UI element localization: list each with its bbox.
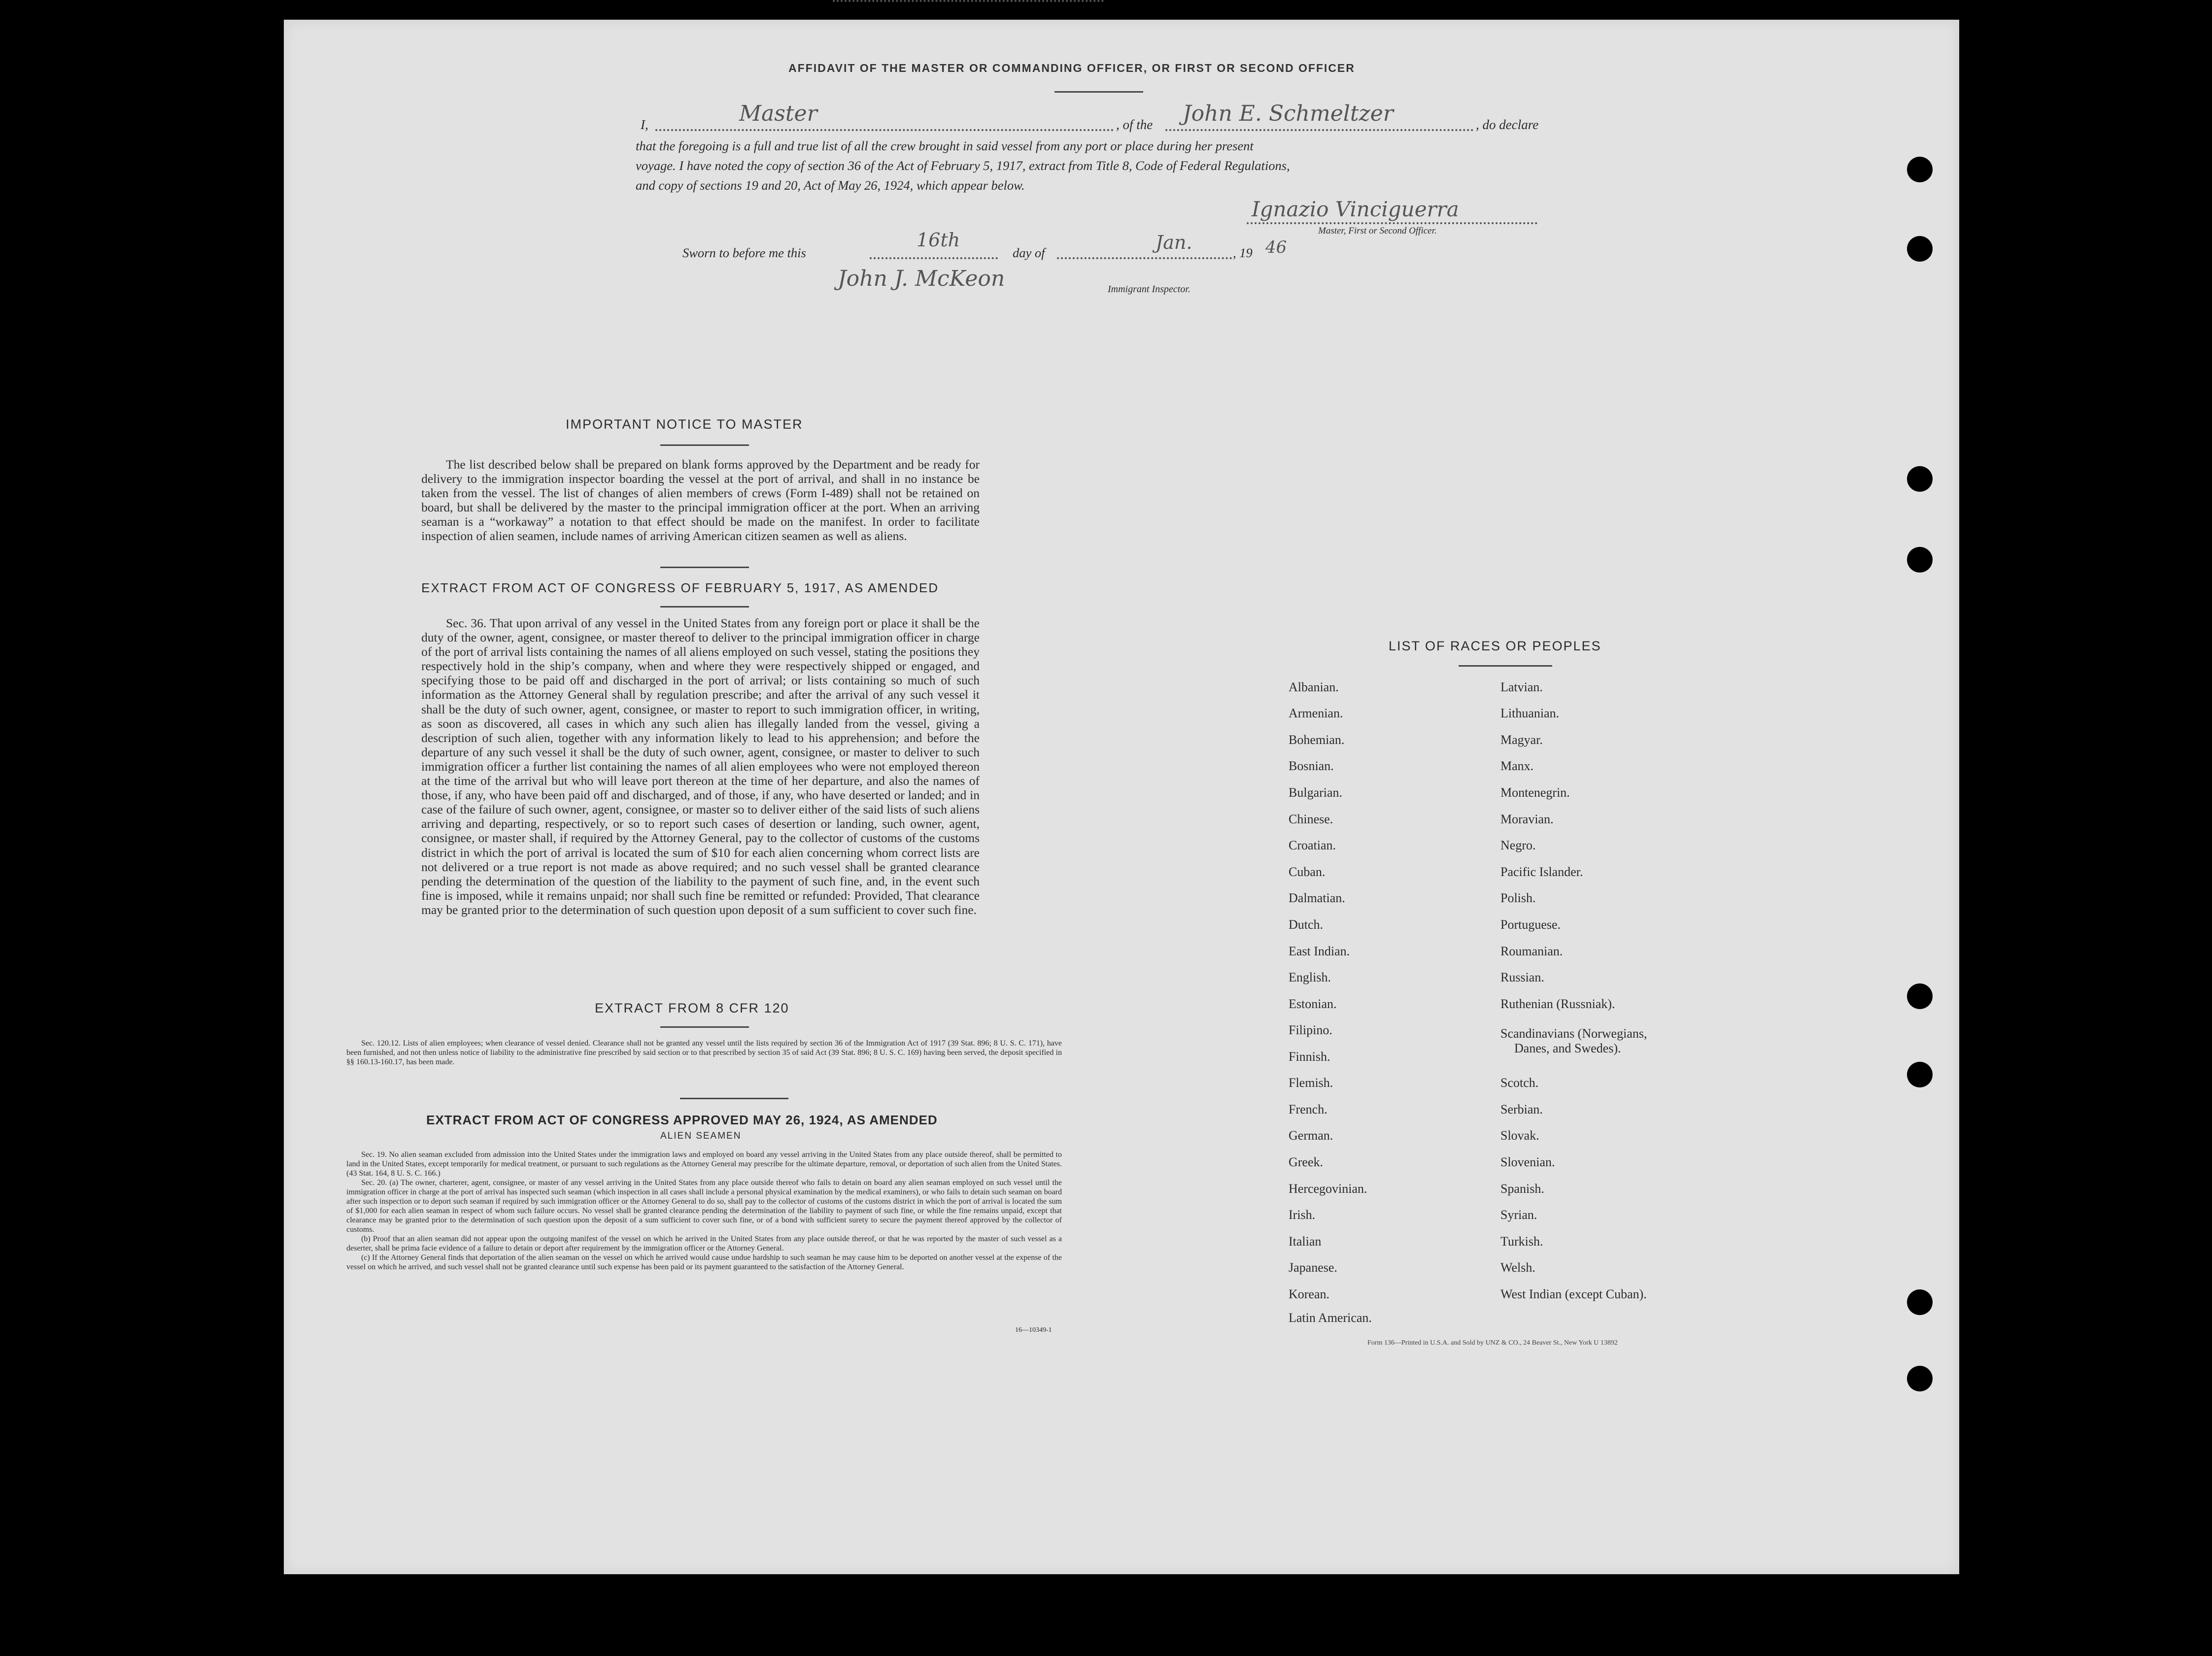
sworn-day-of: day of <box>1013 245 1045 260</box>
handwritten-rank: Master <box>739 101 817 126</box>
master-signature-line <box>1247 222 1537 224</box>
punch-hole <box>1907 1062 1933 1087</box>
sec36-paragraph: Sec. 36. That upon arrival of any vessel in the United States from any foreign port or place it shall be the duty of the owner, agent, consignee, or master thereof to deliver to the principal immigration officer in charge of the port of arrival lists containing the names of all aliens employed on such vessel, stating the positions they respectively hold in the ship’s company, when and where they were respectively shipped or engaged, and specifying those to be paid off and discharged in the port of arrival; or lists containing so much of such information as the Attorney General shall by regulation prescribe; and after the arrival of any such vessel it shall be the duty of such owner, agent, consignee, or master to report to such immigration officer, in writing, as soon as discovered, all cases in which any such alien has illegally landed from the vessel, giving a description of such alien, together with any information likely to lead to his apprehension; and before the departure of any such vessel it shall be the duty of such owner, agent, consignee, or master to deliver to such immigration officer a further list containing the names of all alien employees who were not employed thereon at the time of the arrival but who will leave port thereon at the time of her departure, and also the names of those, if any, who have been paid off and discharged, and of those, if any, who have deserted or landed; and in case of the failure of such owner, agent, consignee, or master so to deliver either of the said lists of such aliens arriving and departing, respectively, or so to report such cases of desertion or landing, such owner, agent, consignee, or master shall, if required by the Attorney General, pay to the collector of customs of the customs district in which the port of arrival is located the sum of $10 for each alien concerning whom correct lists are not delivered or a true report is not made as above required; and no such vessel shall be granted clearance pending the determination of the question of the liability to the payment of such fine, and, in the event such fine is imposed, while it remains unpaid; nor shall such fine be remitted or refunded: Provided, That clearance may be granted prior to the determination of such question upon deposit of a sum sufficient to cover such fine. <box>421 616 980 917</box>
race-item: Cuban. <box>1289 865 1326 879</box>
race-item: Lithuanian. <box>1500 706 1560 720</box>
sec20c-paragraph: (c) If the Attorney General finds that deportation of the alien seaman on the vessel on which he arrived would cause undue hardship to such seaman he may cause him to be deported on another vessel at the expense of the vessel on which he arrived, and such vessel shall not be granted clearance until such expense has been paid or its payment guaranteed to the satisfaction of the Attorney General. <box>346 1253 1062 1271</box>
race-item: Bohemian. <box>1289 733 1345 747</box>
notice-heading: IMPORTANT NOTICE TO MASTER <box>566 417 803 432</box>
race-item: Albanian. <box>1289 680 1339 694</box>
sworn-prefix: Sworn to before me this <box>682 245 806 260</box>
cfr-end-rule <box>680 1098 788 1099</box>
handwritten-day: 16th <box>917 229 960 251</box>
extract1924-text <box>346 1150 1062 1272</box>
race-item: Slovenian. <box>1500 1155 1555 1169</box>
race-item: Slovak. <box>1500 1128 1539 1143</box>
notice-end-rule <box>660 567 749 568</box>
race-item: Italian <box>1289 1234 1322 1249</box>
declare-i: I, <box>641 117 648 132</box>
extract1924-subheading: ALIEN SEAMEN <box>660 1131 742 1141</box>
race-item: Turkish. <box>1500 1234 1543 1249</box>
inspector-signature: John J. McKeon <box>838 266 1005 291</box>
race-item: Croatian. <box>1289 838 1336 852</box>
race-item: East Indian. <box>1289 944 1350 958</box>
handwritten-year: 46 <box>1265 237 1287 257</box>
race-item: Negro. <box>1500 838 1536 852</box>
race-item: German. <box>1289 1128 1333 1143</box>
race-item: Latvian. <box>1500 680 1543 694</box>
race-item: Portuguese. <box>1500 917 1561 932</box>
sec20a-paragraph: Sec. 20. (a) The owner, charterer, agent, consignee, or master of any vessel arriving in the United States from any place outside thereof who fails to detain on board any alien seaman employed on such vessel until the immigration officer in charge at the port of arrival has inspected such seaman (which inspection in all cases shall include a personal physical examination by the medical examiners), or who fails to detain such seaman on board after such inspection or to deport such seaman if required by such immigration officer or the Attorney General to do so, shall pay to the collector of customs of the customs district in which the port of arrival is located the sum of $1,000 for each alien seaman in respect of whom such failure occurs. No vessel shall be granted clearance pending the determination of the liability to payment of such fine, or while the fine remains unpaid, except that clearance may be granted prior to the determination of such question upon the deposit of a sum sufficient to cover such fine, or of a bond with sufficient surety to secure the payment thereof approved by the collector of customs. <box>346 1179 1062 1234</box>
race-item: Irish. <box>1289 1208 1316 1222</box>
cfr-heading: EXTRACT FROM 8 CFR 120 <box>595 1001 789 1015</box>
race-item: Korean. <box>1289 1287 1330 1301</box>
race-item: Dutch. <box>1289 917 1324 932</box>
race-item: Latin American. <box>1289 1311 1372 1325</box>
races-heading: LIST OF RACES OR PEOPLES <box>1389 639 1601 653</box>
punch-hole <box>1907 1289 1933 1315</box>
race-item: Danes, and Swedes). <box>1514 1041 1621 1055</box>
extract1924-heading: EXTRACT FROM ACT OF CONGRESS APPROVED MAY 26, 1924, AS AMENDED <box>426 1113 938 1127</box>
race-item: Montenegrin. <box>1500 785 1570 800</box>
race-item: Scotch. <box>1500 1076 1539 1090</box>
notice-text <box>421 457 980 543</box>
master-signature: Ignazio Vinciguerra <box>1252 197 1459 221</box>
handwritten-month: Jan. <box>1156 232 1192 253</box>
punch-hole <box>1907 157 1933 182</box>
day-line <box>870 257 998 259</box>
declare-of-the: , of the <box>1116 117 1153 132</box>
punch-hole <box>1907 466 1933 492</box>
race-item: Roumanian. <box>1500 944 1563 958</box>
punch-hole <box>1907 1366 1933 1391</box>
vessel-line <box>1165 129 1473 131</box>
extract1917-rule <box>660 606 749 608</box>
affidavit-line-2: that the foregoing is a full and true list of all the crew brought in said vessel from any port or place during her present <box>636 138 1254 153</box>
form-code: 16—10349-1 <box>1015 1326 1052 1334</box>
inspector-signature-line <box>833 0 1104 2</box>
race-item: Spanish. <box>1500 1182 1544 1196</box>
handwritten-vessel: John E. Schmeltzer <box>1183 101 1394 126</box>
notice-rule <box>660 444 749 446</box>
declare-do-declare: , do declare <box>1476 117 1539 132</box>
race-item: Syrian. <box>1500 1208 1537 1222</box>
race-item: Welsh. <box>1500 1260 1535 1275</box>
cfr-paragraph: Sec. 120.12. Lists of alien employees; when clearance of vessel denied. Clearance shall not be granted any vessel until the lists required by section 36 of the Immigration Act of 1917 (39 Stat. 896; 8 U. S. C. 171), have been furnished, and not then unless notice of liability to the administrative fine prescribed by said section or to that prescribed by section 35 of said Act (39 Stat. 896; 8 U. S. C. 169) having been served, the deposit specified in §§ 160.13-160.17, has been made. <box>346 1039 1062 1066</box>
race-item: Polish. <box>1500 891 1536 905</box>
inspector-caption: Immigrant Inspector. <box>1108 284 1191 295</box>
extract1917-text <box>421 616 980 917</box>
race-item: Flemish. <box>1289 1076 1333 1090</box>
punch-hole <box>1907 983 1933 1009</box>
affidavit-line-4: and copy of sections 19 and 20, Act of May 26, 1924, which appear below. <box>636 178 1025 193</box>
race-item: Chinese. <box>1289 812 1333 826</box>
affidavit-line-3: voyage. I have noted the copy of section 36 of the Act of February 5, 1917, extract from Title 8, Code of Federal Regulations, <box>636 158 1290 173</box>
race-item: French. <box>1289 1102 1327 1116</box>
race-item: Filipino. <box>1289 1023 1332 1037</box>
punch-hole <box>1907 547 1933 573</box>
title-rule <box>1055 91 1143 93</box>
cfr-text <box>346 1039 1062 1067</box>
race-item: Serbian. <box>1500 1102 1543 1116</box>
race-item: Magyar. <box>1500 733 1543 747</box>
master-caption: Master, First or Second Officer. <box>1318 226 1437 236</box>
extract1917-heading: EXTRACT FROM ACT OF CONGRESS OF FEBRUARY 5, 1917, AS AMENDED <box>421 580 939 595</box>
race-item: Finnish. <box>1289 1049 1330 1064</box>
race-item: Bosnian. <box>1289 759 1334 773</box>
race-item: Hercegovinian. <box>1289 1182 1367 1196</box>
printer-imprint: Form 136—Printed in U.S.A. and Sold by UNZ & CO., 24 Beaver St., New York U 13892 <box>1367 1339 1618 1347</box>
race-item: English. <box>1289 970 1331 984</box>
race-item: Estonian. <box>1289 997 1337 1011</box>
month-line <box>1057 257 1232 259</box>
rank-line <box>655 129 1114 131</box>
race-item: Japanese. <box>1289 1260 1337 1275</box>
cfr-rule <box>660 1026 749 1028</box>
notice-paragraph: The list described below shall be prepared on blank forms approved by the Department and be ready for delivery to the immigration inspector boarding the vessel at the port of arrival, and shall in no instance be taken from the vessel. The list of changes of alien members of crews (Form I-489) shall not be retained on board, but shall be delivered by the master to the principal immigration officer at the port. When an arriving seaman is a “workaway” a notation to that effect should be made on the manifest. In order to facilitate inspection of alien seamen, include names of arriving American citizen seamen as well as aliens. <box>421 457 980 543</box>
race-item: Scandinavians (Norwegians, <box>1500 1026 1647 1041</box>
race-item: Manx. <box>1500 759 1534 773</box>
race-item: Moravian. <box>1500 812 1554 826</box>
race-item: Pacific Islander. <box>1500 865 1583 879</box>
sec19-paragraph: Sec. 19. No alien seaman excluded from admission into the United States under the immigration laws and employed on board any vessel arriving in the United States from any place outside thereof, shall be permitted to land in the United States, except temporarily for medical treatment, or pursuant to such regulations as the Attorney General may prescribe for the ultimate departure, removal, or deportation of such alien from the United States. (43 Stat. 164, 8 U. S. C. 166.) <box>346 1150 1062 1178</box>
sworn-year-prefix: , 19 <box>1233 245 1253 260</box>
race-item: Russian. <box>1500 970 1544 984</box>
punch-hole <box>1907 236 1933 262</box>
race-item: Armenian. <box>1289 706 1343 720</box>
races-rule <box>1459 665 1552 667</box>
race-item: Greek. <box>1289 1155 1324 1169</box>
race-item: West Indian (except Cuban). <box>1500 1287 1647 1301</box>
race-item: Bulgarian. <box>1289 785 1343 800</box>
sec20b-paragraph: (b) Proof that an alien seaman did not appear upon the outgoing manifest of the vessel on which he arrived in the United States from any place outside thereof, or that he was reported by the master of such vessel as a deserter, shall be prima facie evidence of a failure to detain or deport after requirement by the immigration officer or the Attorney General. <box>346 1235 1062 1252</box>
affidavit-title: AFFIDAVIT OF THE MASTER OR COMMANDING OFFICER, OR FIRST OR SECOND OFFICER <box>788 62 1355 74</box>
race-item: Ruthenian (Russniak). <box>1500 997 1615 1011</box>
race-item: Dalmatian. <box>1289 891 1345 905</box>
